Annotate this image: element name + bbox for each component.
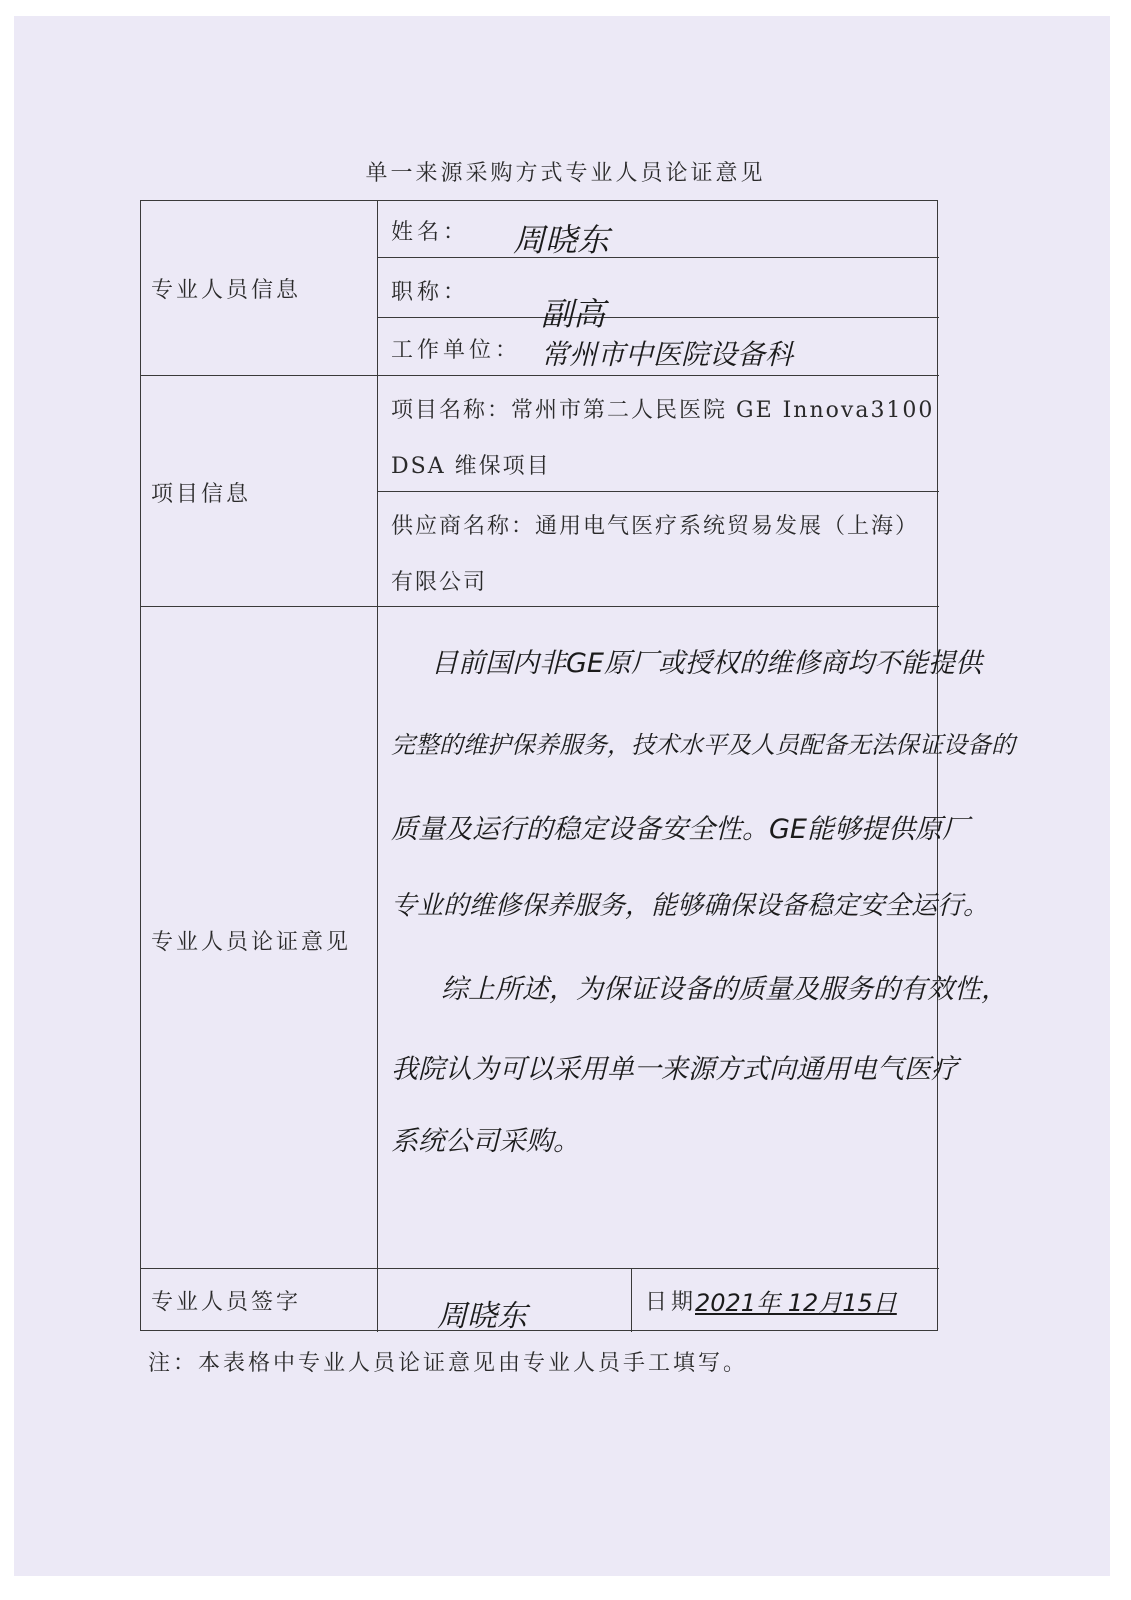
project-info-label: 项目信息 [151,482,252,507]
column-divider [377,201,378,1332]
staff-info-label: 专业人员信息 [151,278,302,303]
opinion-line-3: 质量及运行的稳定设备安全性。GE能够提供原厂 [391,814,969,845]
opinion-label: 专业人员论证意见 [151,930,352,955]
row-line-title [377,317,939,318]
opinion-line-5: 综上所述，为保证设备的质量及服务的有效性， [441,974,1008,1005]
name-handwriting: 周晓东 [513,221,610,259]
row-line-project-end [141,606,939,607]
row-line-opinion-end [141,1268,939,1269]
signature-handwriting: 周晓东 [437,1299,527,1334]
date-label: 日期 [645,1290,698,1315]
name-label: 姓名： [391,220,470,245]
opinion-line-2: 完整的维护保养服务，技术水平及人员配备无法保证设备的 [391,731,1015,759]
opinion-line-6: 我院认为可以采用单一来源方式向通用电气医疗 [391,1054,958,1085]
title-label: 职称： [391,280,470,305]
document-title: 单一来源采购方式专业人员论证意见 [365,161,766,186]
project-name-line1: 项目名称：常州市第二人民医院 GE Innova3100 [391,398,935,423]
title-handwriting: 副高 [541,295,606,333]
unit-label: 工作单位： [391,338,522,363]
project-name-line2: DSA 维保项目 [391,454,551,479]
unit-handwriting: 常州市中医院设备科 [541,338,794,371]
form-table [140,200,1015,1334]
signature-label: 专业人员签字 [151,1290,302,1315]
row-line-name [377,257,939,258]
opinion-line-4: 专业的维修保养服务，能够确保设备稳定安全运行。 [391,891,990,921]
opinion-line-1: 目前国内非GE原厂或授权的维修商均不能提供 [431,648,982,679]
date-handwriting: 2021年 12月15日 [695,1289,897,1317]
row-line-project-name [377,491,939,492]
opinion-line-7: 系统公司采购。 [391,1126,580,1157]
footnote: 注：本表格中专业人员论证意见由专业人员手工填写。 [148,1351,749,1376]
supplier-line2: 有限公司 [391,570,488,595]
supplier-line1: 供应商名称：通用电气医疗系统贸易发展（上海） [391,514,920,539]
signature-date-divider [631,1268,632,1332]
row-line-staff-end [141,375,939,376]
